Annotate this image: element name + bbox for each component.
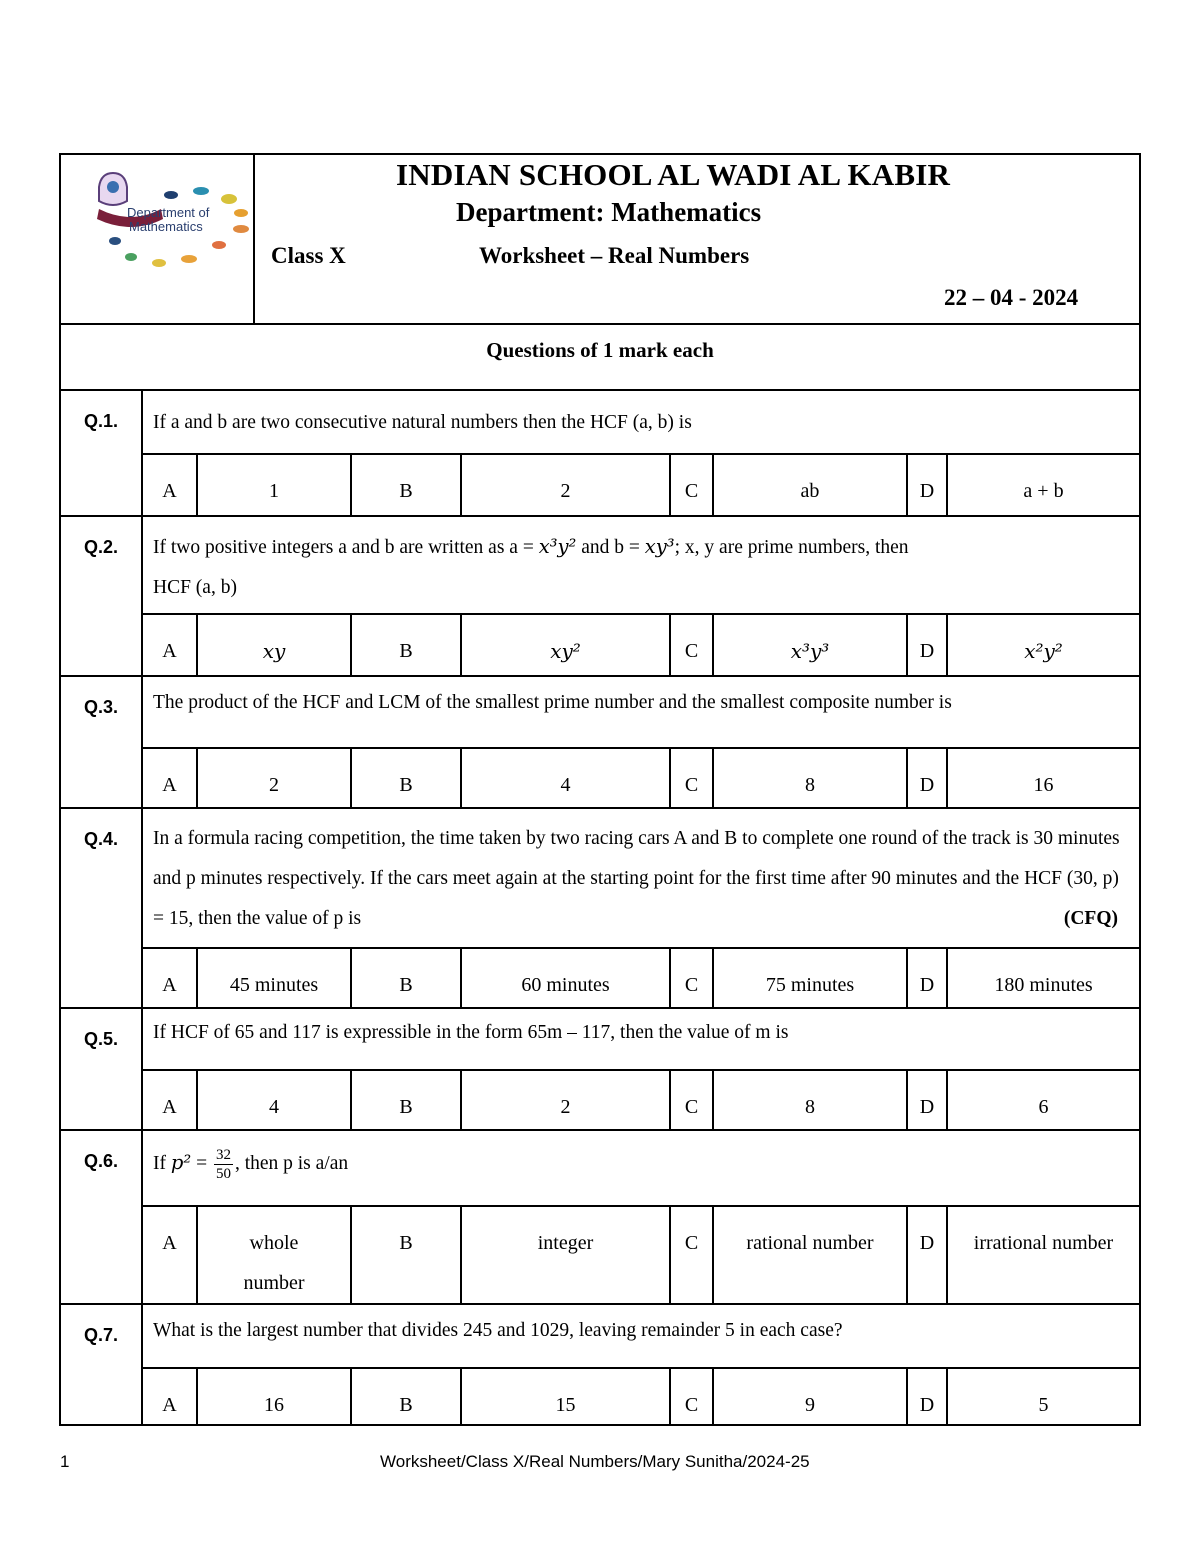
option-value: 4 — [198, 1071, 352, 1129]
question-number: Q.3. — [61, 677, 143, 807]
options-row — [143, 1205, 1139, 1303]
option-value: 180 minutes — [994, 974, 1093, 996]
question-text-part: HCF (a, b) — [153, 577, 237, 598]
option-value: 16 — [1033, 774, 1054, 796]
option-value: 6 — [1038, 1096, 1049, 1118]
option-value: irrational number — [973, 1232, 1114, 1254]
option-letter: B — [352, 749, 462, 807]
question-text-part: and b = — [576, 537, 645, 558]
question-text — [153, 1143, 1128, 1184]
option-value: rational number — [714, 1207, 908, 1303]
question-block — [61, 1009, 1139, 1131]
question-number: Q.1. — [61, 391, 143, 515]
options-row — [143, 947, 1139, 1007]
option-value: 15 — [462, 1369, 671, 1426]
option-letter: D — [908, 455, 948, 515]
option-value: 2 — [462, 455, 671, 515]
option-letter: B — [352, 949, 462, 1007]
option-letter: C — [671, 1369, 714, 1426]
fraction — [214, 1146, 233, 1183]
question-number: Q.2. — [61, 517, 143, 675]
option-letter: D — [908, 949, 948, 1007]
worksheet-sheet — [59, 153, 1141, 1426]
option-value: 1 — [198, 455, 352, 515]
option-value: xy² — [462, 615, 671, 675]
question-block — [61, 517, 1139, 677]
worksheet-title: Worksheet – Real Numbers — [479, 243, 750, 268]
question-block — [61, 677, 1139, 809]
department-logo — [91, 165, 251, 275]
question-text — [153, 819, 1128, 939]
option-letter: B — [352, 1369, 462, 1426]
logo-cell — [61, 155, 255, 323]
question-text: If a and b are two consecutive natural numbers then the HCF (a, b) is — [153, 412, 692, 433]
option-letter: C — [671, 1207, 714, 1303]
question-text-part: If — [153, 1153, 171, 1174]
option-letter: D — [908, 615, 948, 675]
question-number: Q.5. — [61, 1009, 143, 1129]
option-value: 75 minutes — [714, 949, 908, 1007]
option-value: 4 — [462, 749, 671, 807]
option-letter: B — [352, 615, 462, 675]
option-value: xy — [198, 615, 352, 675]
header — [61, 155, 1139, 325]
option-value: 9 — [714, 1369, 908, 1426]
option-letter: A — [143, 615, 198, 675]
math-expression: x³y² — [538, 535, 577, 558]
question-text-part: , then p is a/an — [234, 1153, 349, 1174]
option-letter: A — [143, 455, 198, 515]
option-letter: C — [671, 1071, 714, 1129]
option-value: a + b — [1023, 480, 1064, 502]
question-block — [61, 1131, 1139, 1305]
question-text — [153, 527, 1128, 608]
option-letter: D — [908, 1207, 948, 1303]
department-title: Department: Mathematics — [456, 197, 762, 227]
option-value: 2 — [462, 1071, 671, 1129]
option-value: 8 — [714, 749, 908, 807]
option-value: whole number — [198, 1207, 352, 1303]
math-expression: xy³ — [644, 535, 675, 558]
footer-text: Worksheet/Class X/Real Numbers/Mary Sunitha/2024-25 — [380, 1452, 810, 1471]
options-row — [143, 613, 1139, 675]
option-letter: A — [143, 1207, 198, 1303]
question-text: What is the largest number that divides 245 and 1029, leaving remainder 5 in each case? — [153, 1320, 843, 1341]
option-value: 8 — [714, 1071, 908, 1129]
school-name: INDIAN SCHOOL AL WADI AL KABIR — [396, 157, 951, 192]
option-letter: C — [671, 749, 714, 807]
option-value: 45 minutes — [198, 949, 352, 1007]
logo-text-department: Department of — [127, 205, 210, 220]
question-number: Q.7. — [61, 1305, 143, 1426]
options-row — [143, 747, 1139, 807]
option-value: 16 — [198, 1369, 352, 1426]
question-number: Q.4. — [61, 809, 143, 1007]
page-number: 1 — [60, 1452, 70, 1471]
math-expression: p² — [170, 1151, 192, 1174]
fraction-denominator: 50 — [215, 1166, 231, 1183]
section-title: Questions of 1 mark each — [61, 325, 1139, 391]
logo-text-mathematics: Mathematics — [129, 219, 203, 234]
question-text: If HCF of 65 and 117 is expressible in the form 65m – 117, then the value of m is — [153, 1022, 789, 1043]
option-letter: C — [671, 455, 714, 515]
option-value: 2 — [198, 749, 352, 807]
fraction-numerator: 32 — [215, 1147, 231, 1164]
question-text-part: = — [191, 1153, 212, 1174]
question-text: The product of the HCF and LCM of the smallest prime number and the smallest composite number is — [153, 692, 952, 713]
options-row — [143, 1069, 1139, 1129]
option-letter: A — [143, 749, 198, 807]
question-block — [61, 809, 1139, 1009]
option-letter: A — [143, 1071, 198, 1129]
option-letter: A — [143, 1369, 198, 1426]
worksheet-date: 22 – 04 - 2024 — [944, 285, 1079, 310]
option-value: 5 — [1038, 1394, 1049, 1416]
option-value: x³y³ — [714, 615, 908, 675]
option-letter: C — [671, 949, 714, 1007]
option-value: ab — [714, 455, 908, 515]
question-text-part: In a formula racing competition, the time taken by two racing cars A and B to complete one round of the track is 30 minutes and p minutes respectively. If the cars meet again at the starting point for the first time after 90 minutes and the HCF (30, p) = 15, then the value of p is — [153, 828, 1120, 929]
question-block — [61, 391, 1139, 517]
option-letter: B — [352, 455, 462, 515]
option-letter: D — [908, 1369, 948, 1426]
question-number: Q.6. — [61, 1131, 143, 1303]
question-block — [61, 1305, 1139, 1426]
option-letter: A — [143, 949, 198, 1007]
option-letter: D — [908, 1071, 948, 1129]
cfq-tag: (CFQ) — [1063, 908, 1118, 929]
option-letter: D — [908, 749, 948, 807]
question-text-part: ; x, y are prime numbers, then — [674, 537, 909, 558]
question-text-part: If two positive integers a and b are written as a = — [153, 537, 539, 558]
option-value: x²y² — [1024, 639, 1063, 663]
options-row — [143, 453, 1139, 515]
option-value: 60 minutes — [462, 949, 671, 1007]
option-value: integer — [462, 1207, 671, 1303]
options-row — [143, 1367, 1139, 1426]
option-letter: C — [671, 615, 714, 675]
option-letter: B — [352, 1207, 462, 1303]
option-letter: B — [352, 1071, 462, 1129]
class-label: Class X — [271, 243, 346, 268]
